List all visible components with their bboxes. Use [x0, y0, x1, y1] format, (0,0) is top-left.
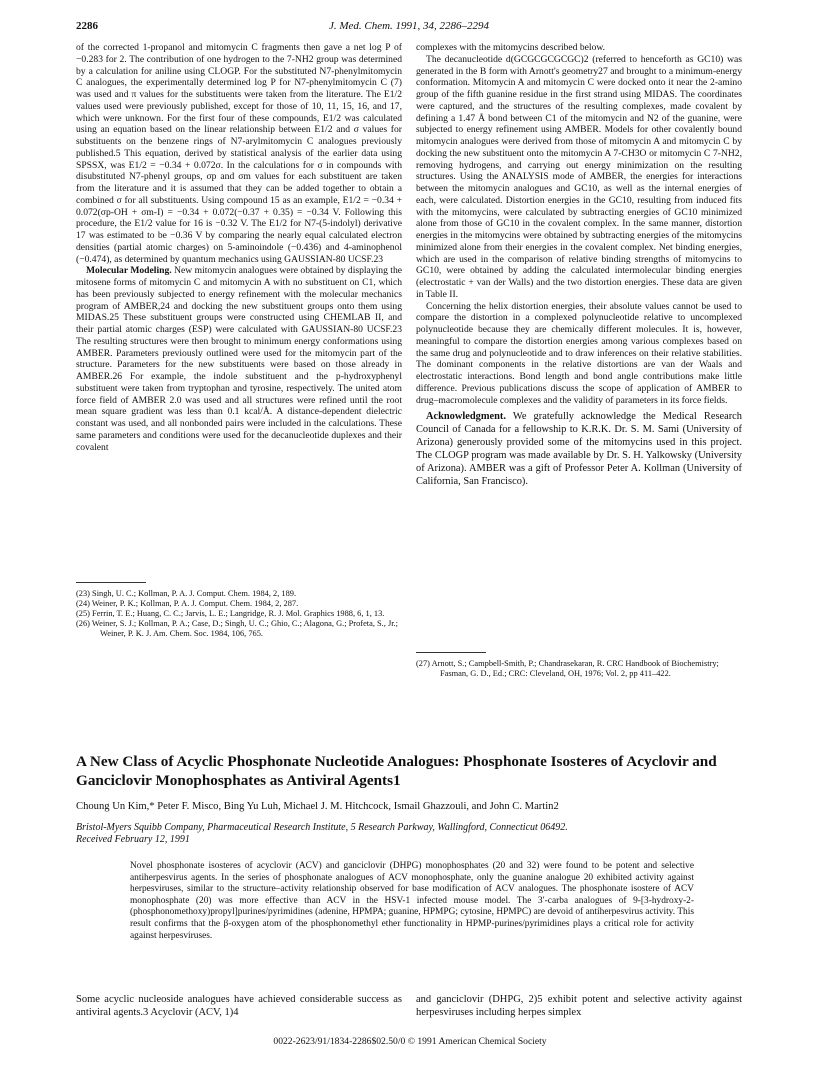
intro-right: and ganciclovir (DHPG, 2)5 exhibit potent and selective activity against herpesviruses including herpes simplex	[416, 994, 742, 1018]
footnote-rule	[76, 582, 146, 583]
paragraph: The decanucleotide d(GCGCGCGCGC)2 (referred to henceforth as GC10) was generated in the B form with Arnott's geometry27 and brought to a minimum-energy conformation. Mitomycin A and mitomycin C were docked onto it near the 2-amino group of the fifth guanine residue in the first strand using MIDAS. The coordinates were captured, and the structures of the resulting complexes, made covalent by defining a 1.47 Å bond between C1 of the mitomycin and N2 of the guanine, were subjected to energy refinement using AMBER. Models for other covalently bound mitomycin analogues were derived from those of mitomycin A and mitomycin C by docking the new substituent onto the mitomycin A 7-CH3O or mitomycin C 7-NH2, removing hydrogens, and carrying out energy minimization on the resulting structures. Using the ANALYSIS mode of AMBER, the energies for interactions between the mitomycin analogues and GC10, as well as the internal energies of each, were calculated. Distortion energies in the GC10, resulting from induced fits with the mitomycins, were calculated by subtracting energies of GC10 minimized alone from those of GC10 in the covalent complex. In the same manner, distortion energies in the mitomycins were obtained by subtracting energies of the mitomycins minimized alone from their energies in the covalent complex. Net binding energies, which are used in the comparison of relative binding strengths of mitomycins to GC10, were obtained by adding the calculated intermolecular binding energies (electrostatic + van der Walls) and the two distortion energies. These data are given in Table II.	[416, 53, 742, 300]
paragraph-text: New mitomycin analogues were obtained by displaying the mitosene forms of mitomycin C and mitomycin A with no substituent on C1, which has been previously subjected to energy refinement with the molecular mechanics program of AMBER,24 and docking the new substituent groups onto them using MIDAS.25 These substituent groups were constructed using CHEMLAB II, and their partial atomic charges (ESP) were calculated with GAUSSIAN-80 UCSF.23 The resulting structures were then brought to minimum energy conformations using AMBER. Parameters previously outlined were used for the mitomycin part of the structure. Parameters for the new substituents were based on those already in AMBER.26 For example, the indole substituent and the p-hydroxyphenyl substituent were taken from tryptophan and tyrosine, respectively. The united atom force field of AMBER 2.0 was used and all structures were refined until the root mean square gradient was less than 0.1 kcal/Å. A distance-dependent dielectric constant was used, and all nonbonded pairs were included in the calculations. These same parameters and conditions were used for the decanucleotide duplexes and their covalent	[76, 265, 403, 453]
paragraph-molecular-modeling	[76, 265, 402, 453]
footnote: (26) Weiner, S. J.; Kollman, P. A.; Case, D.; Singh, U. C.; Ghio, C.; Alagona, G.; Profeta, S., Jr.; Weiner, P. K. J. Am. Chem. Soc. 1984, 106, 765.	[76, 619, 398, 638]
footnote: (27) Arnott, S.; Campbell-Smith, P.; Chandrasekaran, R. CRC Handbook of Biochemistry; Fasman, G. D., Ed.; CRC: Cleveland, OH, 1976; Vol. 2, pp 411–422.	[416, 659, 719, 678]
footnote: (23) Singh, U. C.; Kollman, P. A. J. Comput. Chem. 1984, 2, 189.	[76, 589, 297, 598]
footnote-rule	[416, 652, 486, 653]
intro-left: Some acyclic nucleoside analogues have achieved considerable success as antiviral agents.3 Acyclovir (ACV, 1)4	[76, 994, 402, 1018]
affiliation-text: Bristol-Myers Squibb Company, Pharmaceutical Research Institute, 5 Research Parkway, Wallingford, Connecticut 06492.	[76, 822, 568, 833]
paragraph: Concerning the helix distortion energies, their absolute values cannot be used to compare the distortion in a complexed polynucleotide relative to uncomplexed polynucleotide because they are chemically different molecules. It is, however, meaningful to compare the distortion energies among various complexes based on the same drug and polynucleotide and to draw inferences on their relative stabilities. The dominant components in the relative distortions are van der Waals and electrostatic interactions. Bond length and bond angle contributions make little difference. Previous publications discuss the scope of application of AMBER to drug–macromolecule complexes and the validity of parameters in its force fields.	[416, 300, 742, 406]
received-date: Received February 12, 1991	[76, 834, 190, 845]
footnotes-right	[416, 659, 742, 679]
page-number: 2286	[76, 20, 98, 32]
paragraph: of the corrected 1-propanol and mitomycin C fragments then gave a net log P of −0.283 for 2. The contribution of one hydrogen to the 7-NH2 group was determined by a calculation for aniline using CLOGP. For the substituted N7-phenylmitomycin C analogues, the experimentally determined log P for N7-phenylmitomycin C (7) was used and π values for the substituents were taken from the literature. The E1/2 values used were previously published, except for those of 10, 11, 15, 16, and 17, which were unknown. For the first four of these compounds, E1/2 was calculated using an equation based on the linear relationship between E1/2 and σ values for substituents on the benzene rings of N7-arylmitomycin C analogues previously published.5 This equation, derived by statistical analysis of the earlier data using SPSSX, was E1/2 = −0.34 + 0.072σ. In the calculations for σ in compounds with disubstituted N7-phenyl groups, σp and σm values for each substituent are taken from the literature and it is assumed that they can be added together to obtain a combined σ for all substituents. Using compound 15 as an example, E1/2 = −0.34 + 0.072(σp-OH + σm-I) = −0.34 + 0.072(−0.37 + 0.35) = −0.34 V. Following this procedure, the E1/2 value for 16 is −0.32 V. The E1/2 for N7-(5-indolyl) derivative 17 was estimated to be −0.36 V by comparing the nearly equal calculated electron densities (partial atomic charges) on 5-aminoindole (−0.436) and 4-aminophenol (−0.474), as determined by quantum mechanics using GAUSSIAN-80 UCSF.23	[76, 42, 402, 265]
footnote: (25) Ferrin, T. E.; Huang, C. C.; Jarvis, L. E.; Langridge, R. J. Mol. Graphics 1988, 6, 1, 13.	[76, 609, 385, 618]
article-title: A New Class of Acyclic Phosphonate Nucleotide Analogues: Phosphonate Isosteres of Acyclovir and Ganciclovir Monophosphates as Antiviral Agents1	[76, 753, 717, 789]
running-header	[76, 20, 742, 36]
footnote: (24) Weiner, P. K.; Kollman, P. A. J. Comput. Chem. 1984, 2, 287.	[76, 599, 299, 608]
section-heading: Acknowledgment.	[426, 411, 506, 423]
article-authors: Choung Un Kim,* Peter F. Misco, Bing Yu Luh, Michael J. M. Hitchcock, Ismail Ghazzouli, and John C. Martin2	[76, 801, 559, 812]
article-affiliation	[76, 822, 744, 846]
left-column	[76, 42, 402, 453]
abstract: Novel phosphonate isosteres of acyclovir (ACV) and ganciclovir (DHPG) monophosphates (20 and 32) were found to be potent and selective antiherpesvirus agents. In the series of phosphonate analogues of ACV monophosphate, only the guanine analogue 20 exhibited activity against herpesviruses, similar to the structure–activity relationship observed for base modification of ACV analogues. The phosphonate isostere of ACV monophosphate (20) was more effective than ACV in the HSV-1 infected mouse model. The 3′-carba analogues of 9-[3-hydroxy-2-(phosphonomethoxy)propyl]purines/pyrimidines (adenine, HPMPA; guanine, HPMPG; cytosine, HPMPC) are devoid of antiherpesvirus activity. This result confirms that the β-oxygen atom of the phosphonomethyl ether functionality in HPMP-purines/pyrimidines plays a critical role for activity against herpesviruses.	[130, 861, 694, 941]
section-heading: Molecular Modeling.	[86, 265, 172, 277]
paragraph: complexes with the mitomycins described below.	[416, 42, 606, 53]
journal-citation: J. Med. Chem. 1991, 34, 2286–2294	[328, 20, 490, 32]
footnotes-left	[76, 589, 402, 639]
right-column	[416, 42, 742, 488]
acknowledgment-text: We gratefully acknowledge the Medical Research Council of Canada for a fellowship to K.R.K. Dr. S. M. Sami (University of Arizona) generously provided some of the mitomycins used in this project. The CLOGP program was made available by Dr. S. H. Yalkowsky (University of Arizona). AMBER was a gift of Professor Peter A. Kollman (University of California, San Francisco).	[416, 411, 742, 488]
acknowledgment	[416, 410, 742, 488]
page-footer: 0022-2623/91/1834-2286$02.50/0 © 1991 American Chemical Society	[273, 1036, 547, 1047]
